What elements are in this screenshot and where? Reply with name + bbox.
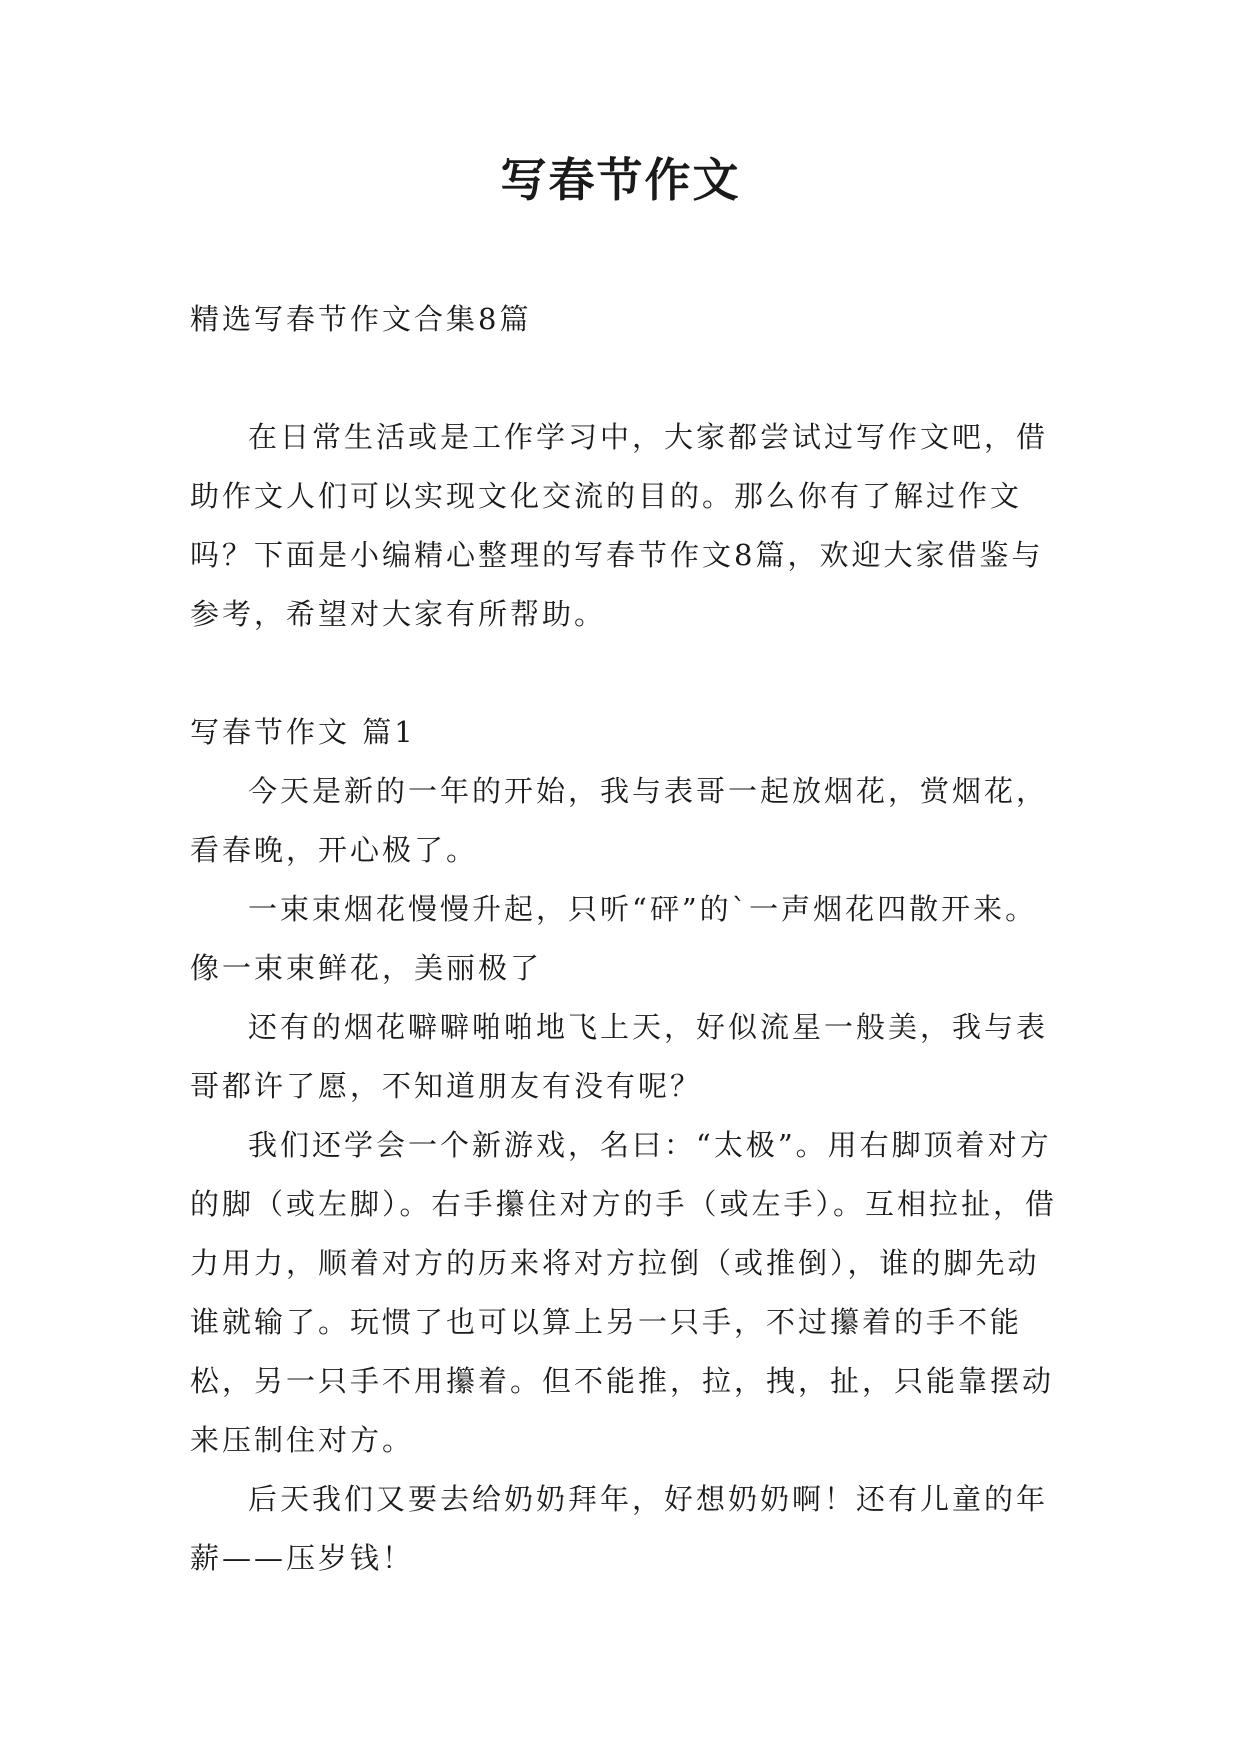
document-title: 写春节作文 xyxy=(500,153,741,207)
body-paragraph: 我们还学会一个新游戏，名曰：“太极”。用右脚顶着对方的脚（或左脚）。右手攥住对方的手（或左手）。互相拉扯，借力用力，顺着对方的历来将对方拉倒（或推倒），谁的脚先动谁就输了。玩惯了也可以算上另一只手，不过攥着的手不能松，另一只手不用攥着。但不能推，拉，拽，扯，只能靠摆动来压制住对方。 xyxy=(190,1128,1058,1457)
body-paragraph: 还有的烟花噼噼啪啪地飞上天，好似流星一般美，我与表哥都许了愿，不知道朋友有没有呢？ xyxy=(190,1010,1049,1103)
body-paragraph: 后天我们又要去给奶奶拜年，好想奶奶啊！还有儿童的年薪——压岁钱！ xyxy=(190,1482,1049,1575)
body-paragraph: 一束束烟花慢慢升起，只听“砰”的`一声烟花四散开来。像一束束鲜花，美丽极了 xyxy=(190,892,1038,985)
document-body xyxy=(190,290,1060,1588)
section-heading: 写春节作文 篇1 xyxy=(190,715,416,749)
document-subtitle: 精选写春节作文合集8篇 xyxy=(190,302,532,336)
intro-paragraph: 在日常生活或是工作学习中，大家都尝试过写作文吧，借助作文人们可以实现文化交流的目的。那么你有了解过作文吗？下面是小编精心整理的写春节作文8篇，欢迎大家借鉴与参考，希望对大家有所帮助。 xyxy=(190,420,1049,631)
body-paragraph: 今天是新的一年的开始，我与表哥一起放烟花，赏烟花，看春晚，开心极了。 xyxy=(190,774,1049,867)
